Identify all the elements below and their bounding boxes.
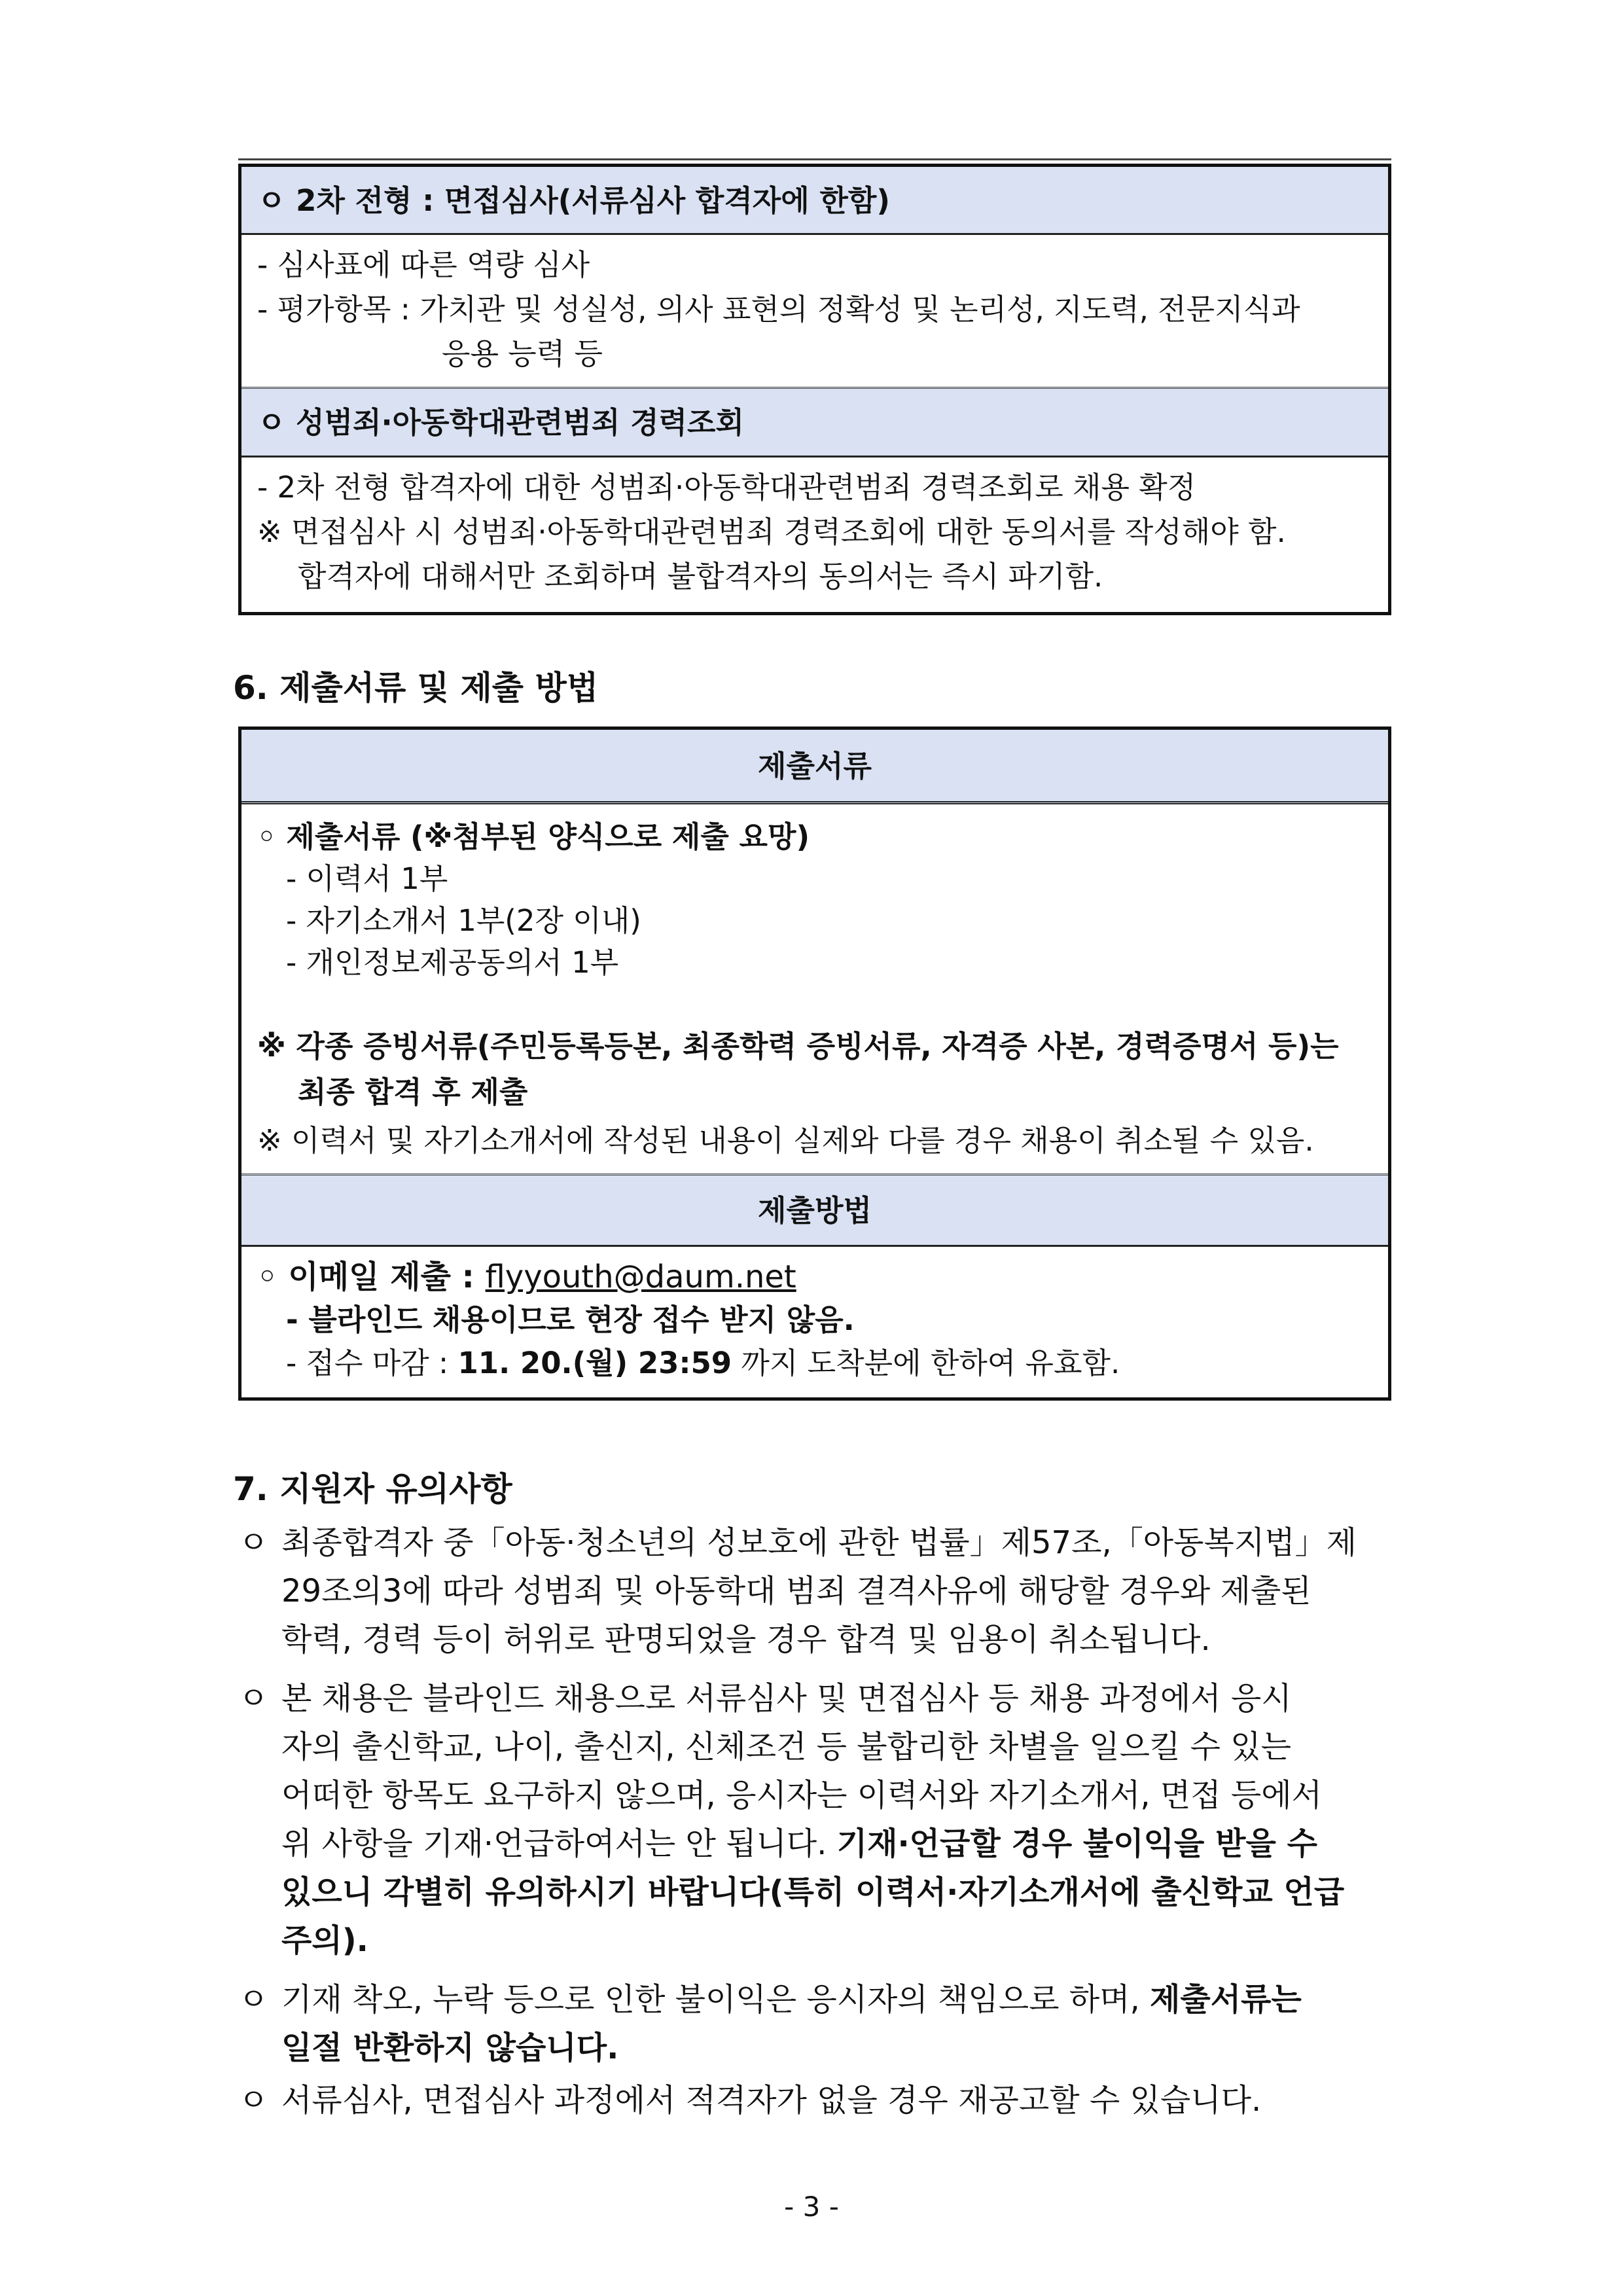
interview-header-text: ㅇ 2차 전형 : 면접심사(서류심사 합격자에 한함) xyxy=(257,183,890,218)
documents-note-plain: ※ 이력서 및 자기소개서에 작성된 내용이 실제와 다를 경우 채용이 취소될 수 있음. xyxy=(257,1123,1314,1158)
documents-title: ◦ 제출서류 (※첨부된 양식으로 제출 요망) xyxy=(257,819,810,854)
criminal-check-header-text: ㅇ 성범죄·아동학대관련범죄 경력조회 xyxy=(257,405,744,440)
documents-note-bold-2: 최종 합격 후 제출 xyxy=(298,1075,528,1109)
deadline-prefix: - 접수 마감 : xyxy=(286,1346,458,1380)
criminal-line-2: ※ 면접심사 시 성범죄·아동학대관련범죄 경력조회에 대한 동의서를 작성해야 함. xyxy=(257,514,1286,549)
p3-line-1-plain: 기재 착오, 누락 등으로 인한 불이익은 응시자의 책임으로 하며, xyxy=(281,1981,1150,2018)
interview-line-1: - 심사표에 따른 역량 심사 xyxy=(257,247,590,282)
criminal-line-3: 합격자에 대해서만 조회하며 불합격자의 동의서는 즉시 파기함. xyxy=(298,559,1103,594)
section6-title: 6. 제출서류 및 제출 방법 xyxy=(233,669,599,707)
documents-header-text: 제출서류 xyxy=(758,749,872,783)
email-label: ◦ 이메일 제출 : xyxy=(257,1259,486,1295)
p2-line-3: 어떠한 항목도 요구하지 않으며, 응시자는 이력서와 자기소개서, 면접 등에서 xyxy=(281,1777,1322,1814)
p2-line-4-plain: 위 사항을 기재·언급하여서는 안 됩니다. xyxy=(281,1825,837,1862)
email-line xyxy=(257,1257,796,1297)
page-number: - 3 - xyxy=(784,2191,839,2223)
p2-line-4 xyxy=(281,1820,1317,1868)
p2-line-2: 자의 출신학교, 나이, 출신지, 신체조건 등 불합리한 차별을 일으킬 수 있는 xyxy=(281,1729,1292,1765)
top-rule xyxy=(238,158,1391,160)
documents-header xyxy=(241,730,1388,804)
criminal-check-header xyxy=(241,387,1388,457)
p2-line-4-bold: 기재·언급할 경우 불이익을 받을 수 xyxy=(836,1825,1317,1862)
deadline-date: 11. 20.(월) 23:59 xyxy=(457,1346,732,1380)
bullet-icon: ㅇ xyxy=(238,2082,269,2119)
bullet-icon: ㅇ xyxy=(238,1680,269,1717)
documents-item-1: - 이력서 1부 xyxy=(286,861,448,896)
interview-header xyxy=(241,167,1388,235)
section7-title: 7. 지원자 유의사항 xyxy=(233,1470,512,1508)
bullet-icon: ㅇ xyxy=(238,1524,269,1561)
p3-line-1 xyxy=(281,1975,1302,2024)
p2-line-5: 있으니 각별히 유의하시기 바랍니다(특히 이력서·자기소개서에 출신학교 언급 xyxy=(281,1874,1345,1910)
documents-note-bold-1: ※ 각종 증빙서류(주민등록등본, 최종학력 증빙서류, 자격증 사본, 경력증명서 등)는 xyxy=(257,1029,1339,1064)
interview-line-3: 응용 능력 등 xyxy=(442,336,603,371)
documents-item-3: - 개인정보제공동의서 1부 xyxy=(286,945,619,980)
p1-line-3: 학력, 경력 등이 허위로 판명되었을 경우 합격 및 임용이 취소됩니다. xyxy=(281,1621,1211,1658)
blind-notice: - 블라인드 채용이므로 현장 접수 받지 않음. xyxy=(286,1302,855,1337)
interview-line-2: - 평가항목 : 가치관 및 성실성, 의사 표현의 정확성 및 논리성, 지도력, 전문지식과 xyxy=(257,292,1300,327)
p4-line-1: 서류심사, 면접심사 과정에서 적격자가 없을 경우 재공고할 수 있습니다. xyxy=(281,2082,1262,2119)
documents-box xyxy=(238,726,1391,1401)
p1-line-1: 최종합격자 중「아동·청소년의 성보호에 관한 법률」제57조,「아동복지법」제 xyxy=(281,1524,1357,1561)
p2-line-1: 본 채용은 블라인드 채용으로 서류심사 및 면접심사 등 채용 과정에서 응시 xyxy=(281,1680,1292,1717)
interview-box xyxy=(238,164,1391,615)
p3-line-1-bold: 제출서류는 xyxy=(1150,1981,1302,2018)
email-link[interactable]: flyyouth@daum.net xyxy=(485,1259,796,1295)
method-header xyxy=(241,1174,1388,1247)
p2-line-6: 주의). xyxy=(281,1922,368,1959)
criminal-line-1: - 2차 전형 합격자에 대한 성범죄·아동학대관련범죄 경력조회로 채용 확정 xyxy=(257,470,1196,505)
deadline-suffix: 까지 도착분에 한하여 유효함. xyxy=(732,1346,1120,1380)
method-header-text: 제출방법 xyxy=(758,1193,872,1228)
documents-item-2: - 자기소개서 1부(2장 이내) xyxy=(286,903,641,938)
deadline-line xyxy=(286,1344,1120,1383)
p1-line-2: 29조의3에 따라 성범죄 및 아동학대 범죄 결격사유에 해당할 경우와 제출된 xyxy=(281,1573,1311,1609)
p3-line-2: 일절 반환하지 않습니다. xyxy=(281,2030,619,2066)
bullet-icon: ㅇ xyxy=(238,1981,269,2018)
